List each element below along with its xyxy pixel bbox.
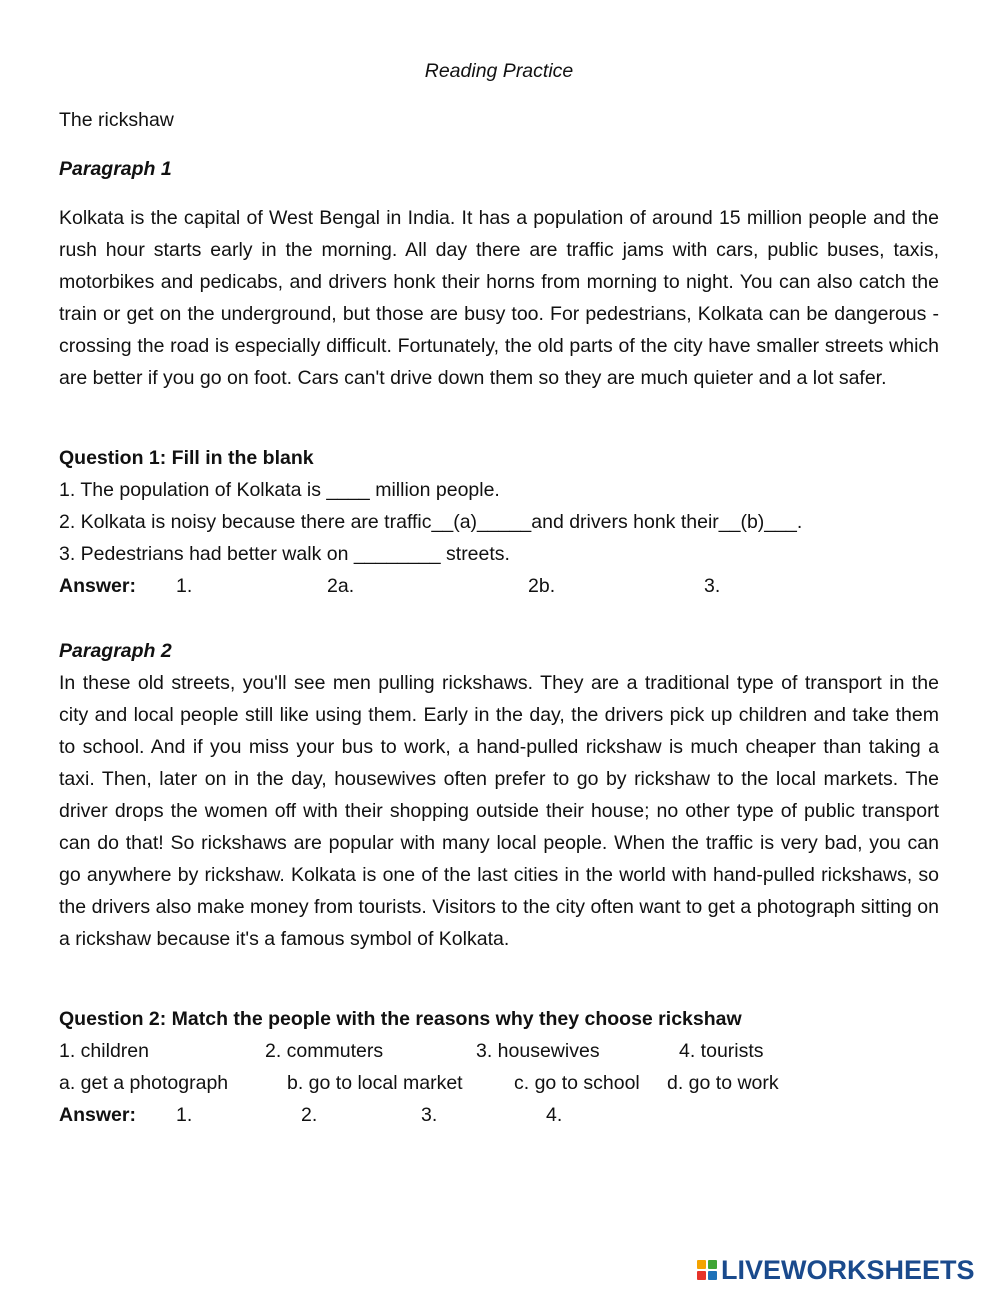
match-answer-slot-3[interactable]: 3. xyxy=(421,1104,438,1126)
people-item: 3. housewives xyxy=(476,1040,600,1062)
match-answer-slot-1[interactable]: 1. xyxy=(176,1104,193,1126)
question2-answer-label: Answer: xyxy=(59,1104,136,1126)
question1-item: 2. Kolkata is noisy because there are traffic__(a)_____and drivers honk their__(b)___. xyxy=(59,511,803,533)
reason-item: b. go to local market xyxy=(287,1072,463,1094)
document-title: The rickshaw xyxy=(59,109,174,131)
question1-answer-label: Answer: xyxy=(59,575,136,597)
answer-slot-3[interactable]: 3. xyxy=(704,575,721,597)
question1-item: 1. The population of Kolkata is ____ million people. xyxy=(59,479,500,501)
paragraph1-heading: Paragraph 1 xyxy=(59,158,172,180)
answer-slot-2b[interactable]: 2b. xyxy=(528,575,556,597)
paragraph1-text: Kolkata is the capital of West Bengal in India. It has a population of around 15 million people and the rush hour starts early in the morning. All day there are traffic jams with cars, public buses, taxis, motorbikes and pedicabs, and drivers honk their horns from morning to night. You can also catch the train or get on the underground, but those are busy too. For pedestrians, Kolkata can be dangerous - crossing the road is especially difficult. Fortunately, the old parts of the city have smaller streets which are better if you go on foot. Cars can't drive down them so they are much quieter and a lot safer. xyxy=(59,207,939,389)
match-answer-slot-4[interactable]: 4. xyxy=(546,1104,563,1126)
reason-item: a. get a photograph xyxy=(59,1072,229,1094)
people-item: 1. children xyxy=(59,1040,149,1062)
page-title: Reading Practice xyxy=(424,60,574,82)
paragraph2-heading: Paragraph 2 xyxy=(59,640,172,662)
answer-slot-1[interactable]: 1. xyxy=(176,575,193,597)
reason-item: d. go to work xyxy=(667,1072,779,1094)
people-item: 2. commuters xyxy=(265,1040,384,1062)
logo-text: LIVEWORKSHEETS xyxy=(721,1254,975,1285)
reason-item: c. go to school xyxy=(514,1072,640,1094)
liveworksheets-logo xyxy=(697,1255,975,1285)
question1-item: 3. Pedestrians had better walk on ________ streets. xyxy=(59,543,510,565)
match-answer-slot-2[interactable]: 2. xyxy=(301,1104,318,1126)
paragraph2-text: In these old streets, you'll see men pulling rickshaws. They are a traditional type of transport in the city and local people still like using them. Early in the day, the drivers pick up children and take them to school. And if you miss your bus to work, a hand-pulled rickshaw is much cheaper than taking a taxi. Then, later on in the day, housewives often prefer to go by rickshaw to the local markets. The driver drops the women off with their shopping outside their house; no other type of public transport can do that! So rickshaws are popular with many local people. When the traffic is very bad, you can go anywhere by rickshaw. Kolkata is one of the last cities in the world with hand-pulled rickshaws, so the drivers also make money from tourists. Visitors to the city often want to get a photograph sitting on a rickshaw because it's a famous symbol of Kolkata. xyxy=(59,672,939,950)
answer-slot-2a[interactable]: 2a. xyxy=(327,575,355,597)
people-item: 4. tourists xyxy=(679,1040,764,1062)
logo-squares-icon xyxy=(697,1260,717,1280)
question2-heading: Question 2: Match the people with the reasons why they choose rickshaw xyxy=(59,1008,742,1030)
question1-heading: Question 1: Fill in the blank xyxy=(59,447,314,469)
